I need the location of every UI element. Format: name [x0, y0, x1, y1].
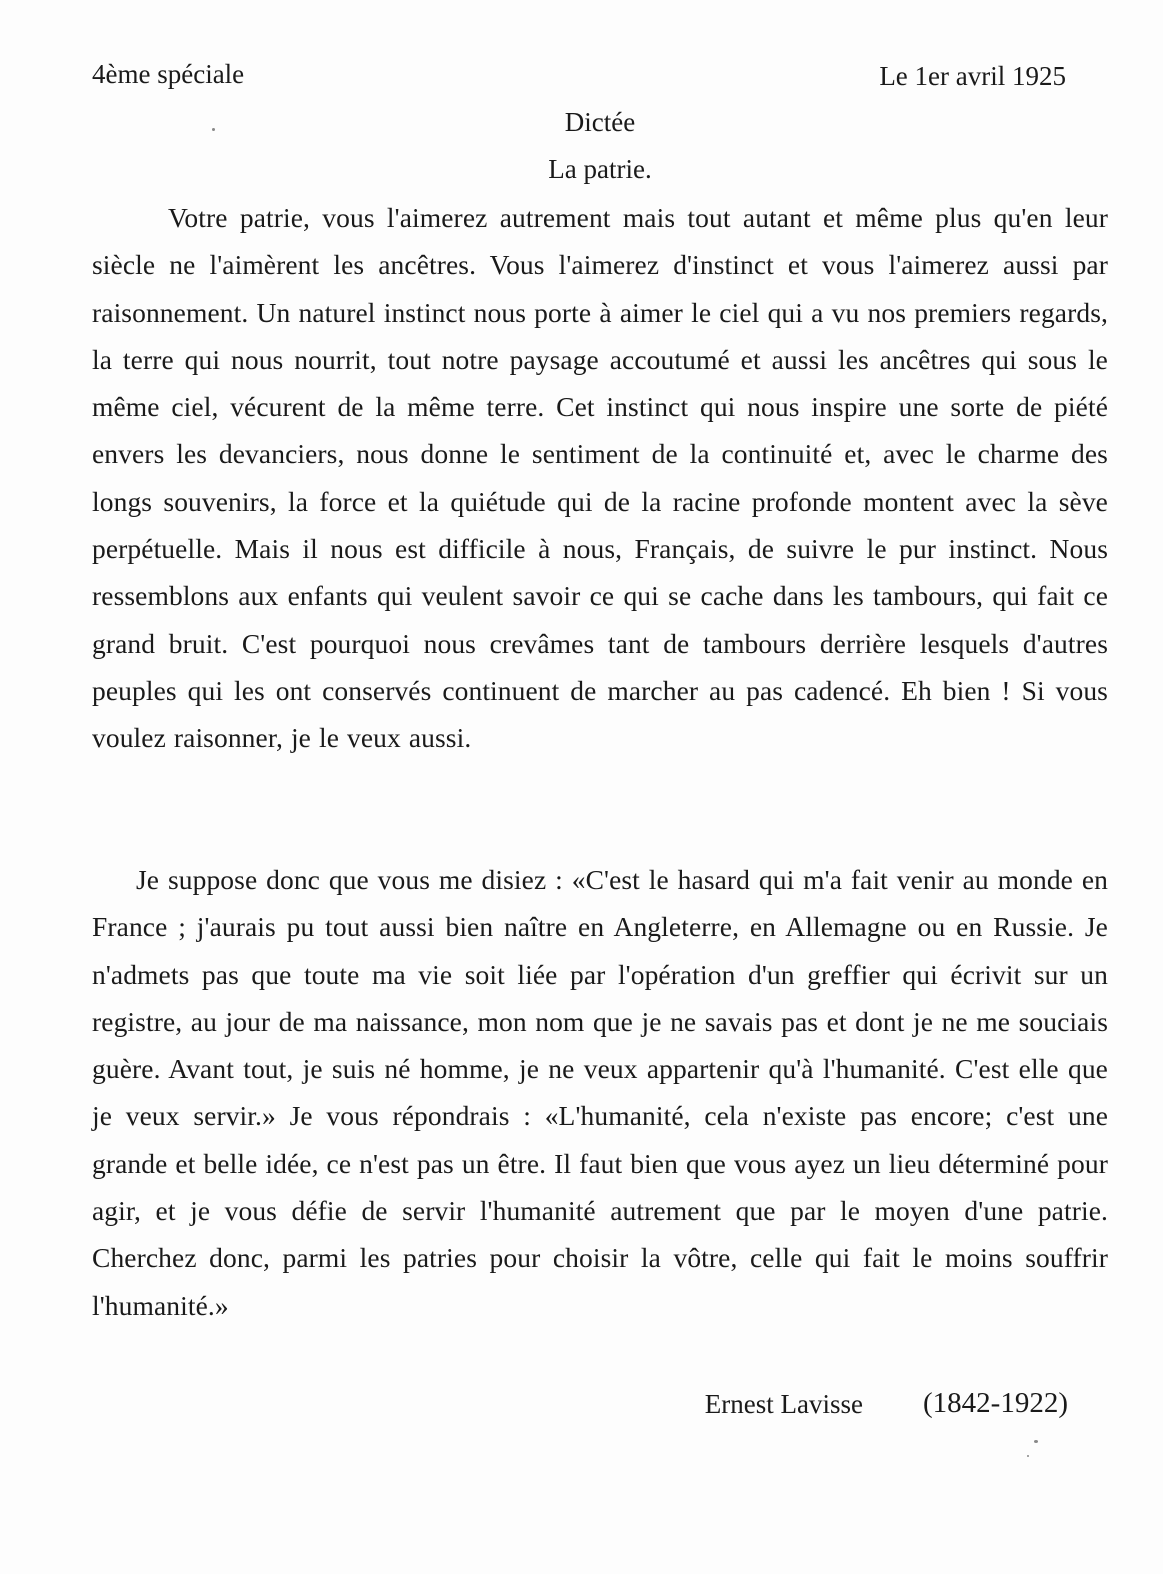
- author-dates: (1842-1922): [923, 1387, 1068, 1419]
- paragraph-1: [92, 194, 1108, 762]
- paragraph-2-text: Je suppose donc que vous me disiez : «C'est le hasard qui m'a fait venir au monde en France ; j'aurais pu tout aussi bien naître en Angleterre, en Allemagne ou en Russie. Je n'admets pas que toute ma vie soit liée par l'opération d'un greffier qui écrivit sur un registre, au jour de ma naissance, mon nom que je ne savais pas et dont je ne me souciais guère. Avant tout, je suis né homme, je ne veux appartenir qu'à l'humanité. C'est elle que je veux servir.» Je vous répondrais : «L'humanité, cela n'existe pas encore; c'est une grande et belle idée, ce n'est pas un être. Il faut bien que vous ayez un lieu déterminé pour agir, et je vous défie de servir l'humanité autrement que par le moyen d'une patrie. Cherchez donc, parmi les patries pour choisir la vôtre, celle qui fait le moins souffrir l'humanité.»: [92, 864, 1108, 1321]
- scan-speck: [1034, 1440, 1038, 1443]
- document-type-heading: Dictée: [564, 107, 636, 137]
- class-label: 4ème spéciale: [92, 59, 245, 89]
- paragraph-1-text: Votre patrie, vous l'aimerez autrement mais tout autant et même plus qu'en leur siècle ne l'aimèrent les ancêtres. Vous l'aimerez d'instinct et vous l'aimerez aussi par raisonnement. Un naturel instinct nous porte à aimer le ciel qui a vu nos premiers regards, la terre qui nous nourrit, tout notre paysage accoutumé et aussi les ancêtres qui sous le même ciel, vécurent de la même terre. Cet instinct qui nous inspire une sorte de piété envers les devanciers, nous donne le sentiment de la continuité et, avec le charme des longs souvenirs, la force et la quiétude qui de la racine profonde montent avec la sève perpétuelle. Mais il nous est difficile à nous, Français, de suivre le pur instinct. Nous ressemblons aux enfants qui veulent savoir ce qui se cache dans les tambours, qui fait ce grand bruit. C'est pourquoi nous crevâmes tant de tambours derrière lesquels d'autres peuples qui les ont conservés continuent de marcher au pas cadencé. Eh bien ! Si vous voulez raisonner, je le veux aussi.: [92, 202, 1108, 754]
- paragraph-2: [92, 856, 1108, 1329]
- scan-speck: [1027, 1455, 1029, 1457]
- date-label: Le 1er avril 1925: [879, 61, 1066, 91]
- author-name: Ernest Lavisse: [704, 1389, 863, 1419]
- document-title: La patrie.: [548, 154, 652, 184]
- scan-speck: [212, 128, 215, 131]
